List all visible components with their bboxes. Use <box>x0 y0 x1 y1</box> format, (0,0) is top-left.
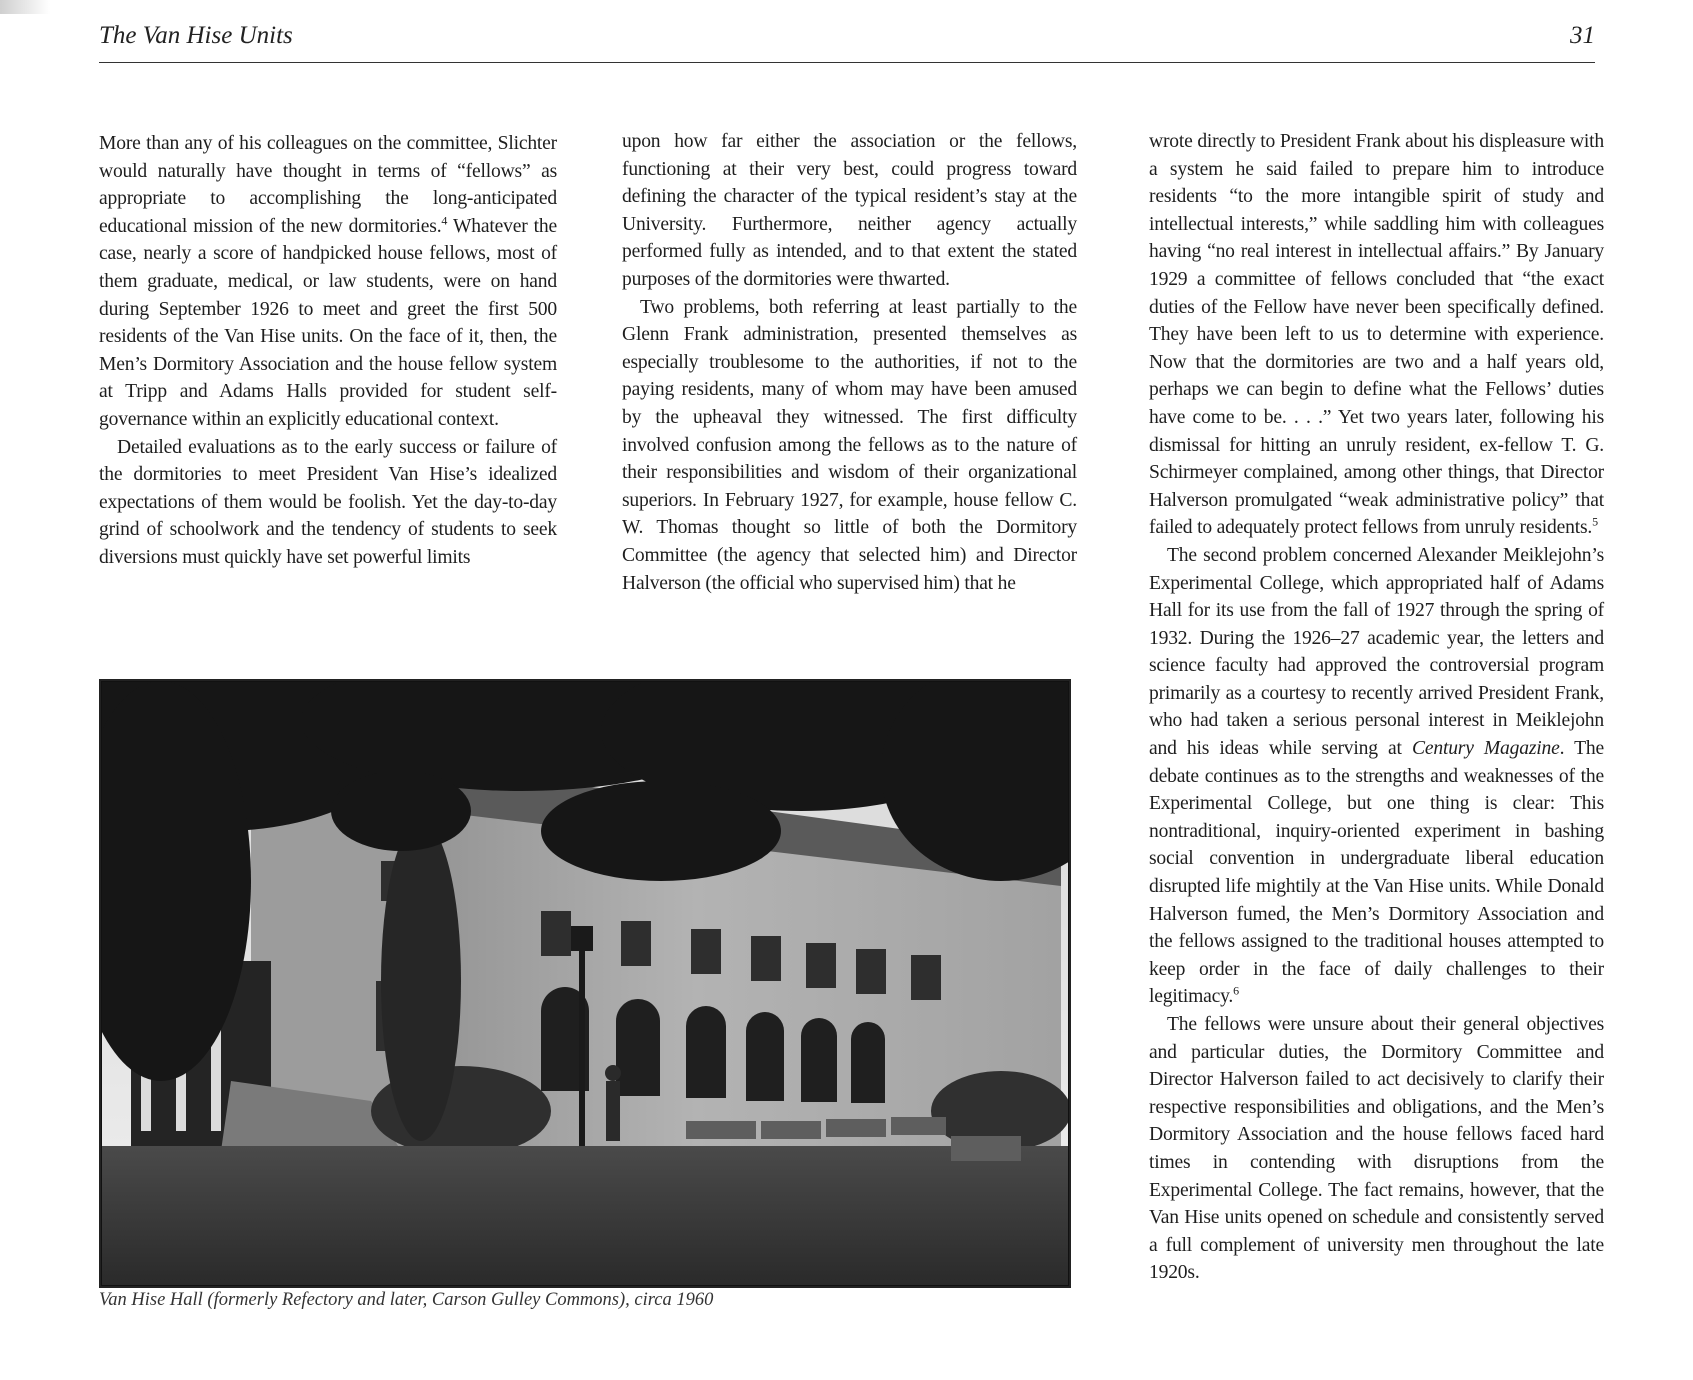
paragraph: Two problems, both referring at least partially to the Glenn Frank administration, presented themselves as especially troublesome to the authorities, if not to the paying residents, many of whom may have been amused by the upheaval they witnessed. The first difficulty involved confusion among the fellows as to the nature of their responsibilities and wisdom of their organizational superiors. In February 1927, for example, house fellow C. W. Thomas thought so little of both the Dormitory Committee (the agency that selected him) and Director Halverson (the official who supervised him) that he <box>622 296 1077 594</box>
paragraph <box>1149 128 1604 542</box>
paragraph-text: Whatever the case, nearly a score of handpicked house fellows, most of them graduate, medical, or law students, were on hand during September 1926 to meet and greet the first 500 residents of the Van Hise units. On the face of it, then, the Men’s Dormitory Association and the house fellow system at Tripp and Adams Halls provided for student self-governance within an explicitly educational context. <box>99 215 557 430</box>
page-number: 31 <box>1570 22 1595 49</box>
paragraph-text: . The debate continues as to the strengths and weaknesses of the Experimental College, but one thing is clear: This nontraditional, inquiry-oriented experiment in bashing social convention in undergraduate liberal education disrupted life mightily at the Van Hise units. While Donald Halverson fumed, the Men’s Dormitory Association and the fellows assigned to the traditional houses attempted to keep order in the face of daily challenges to their legitimacy. <box>1149 738 1605 1008</box>
footnote-marker: 5 <box>1592 514 1598 529</box>
page-header <box>99 18 1595 63</box>
paragraph: The fellows were unsure about their general objectives and particular duties, the Dormitory Committee and Director Halverson failed to act decisively to clarify their respective responsibilities and obligations, and the Men’s Dormitory Association and the house fellows faced hard times in contending with disruptions from the Experimental College. The fact remains, however, that the Van Hise units opened on schedule and consistently served a full complement of university men throughout the late 1920s. <box>1149 1014 1604 1284</box>
paragraph: upon how far either the association or the fellows, functioning at their very best, could progress toward defining the character of the typical resident’s stay at the University. Furthermore, neither agency actually performed fully as intended, and to that extent the stated purposes of the dormitories were thwarted. <box>622 131 1077 290</box>
paragraph-text: More than any of his colleagues on the committee, Slichter would naturally have thought in terms of “fellows” as appropriate to accomplishing the long-anticipated educational mission of the new dormitories. <box>99 133 557 237</box>
paragraph-text: The second problem concerned Alexander Meiklejohn’s Experimental College, which appropriated half of Adams Hall for its use from the fall of 1927 through the spring of 1932. During the 1926–27 academic year, the letters and science faculty had approved the controversial program primarily as a courtesy to recently arrived President Frank, who had taken a serious personal interest in Meiklejohn and his ideas while serving at <box>1149 544 1604 760</box>
paragraph-text: wrote directly to President Frank about his displeasure with a system he said failed to prepare him to introduce residents “to the more intangible spirit of study and intellectual interests,” while saddling him with colleagues having “no real interest in intellectual affairs.” By January 1929 a committee of fellows concluded that “the exact duties of the Fellow have never been specifically defined. They have been left to us to determine with experience. Now that the dormitories are two and a half years old, perhaps we can begin to define what the Fellows’ duties have come to be. . . .” Yet two years later, following his dismissal for hitting an unruly resident, ex-fellow T. G. Schirmeyer complained, among other things, that Director Halverson promulgated “weak administrative policy” that failed to adequately protect fellows from unruly residents. <box>1149 131 1604 539</box>
text-column-1 <box>99 130 557 572</box>
running-title: The Van Hise Units <box>99 22 293 49</box>
building-photograph <box>99 679 1071 1288</box>
photo-caption: Van Hise Hall (formerly Refectory and later, Carson Gulley Commons), circa 1960 <box>99 1290 714 1310</box>
paragraph <box>1149 542 1604 1011</box>
paragraph: Detailed evaluations as to the early success or failure of the dormitories to meet President Van Hise’s idealized expectations of them would be foolish. Yet the day-to-day grind of schoolwork and the tendency of students to seek diversions must quickly have set powerful limits <box>99 436 557 568</box>
footnote-marker: 4 <box>441 213 448 228</box>
text-column-3 <box>1149 128 1604 1287</box>
page-corner-shadow <box>0 0 50 14</box>
text-column-2 <box>622 128 1077 597</box>
footnote-marker: 6 <box>1233 983 1239 998</box>
paragraph <box>99 130 557 434</box>
magazine-title: Century Magazine <box>1411 738 1560 760</box>
